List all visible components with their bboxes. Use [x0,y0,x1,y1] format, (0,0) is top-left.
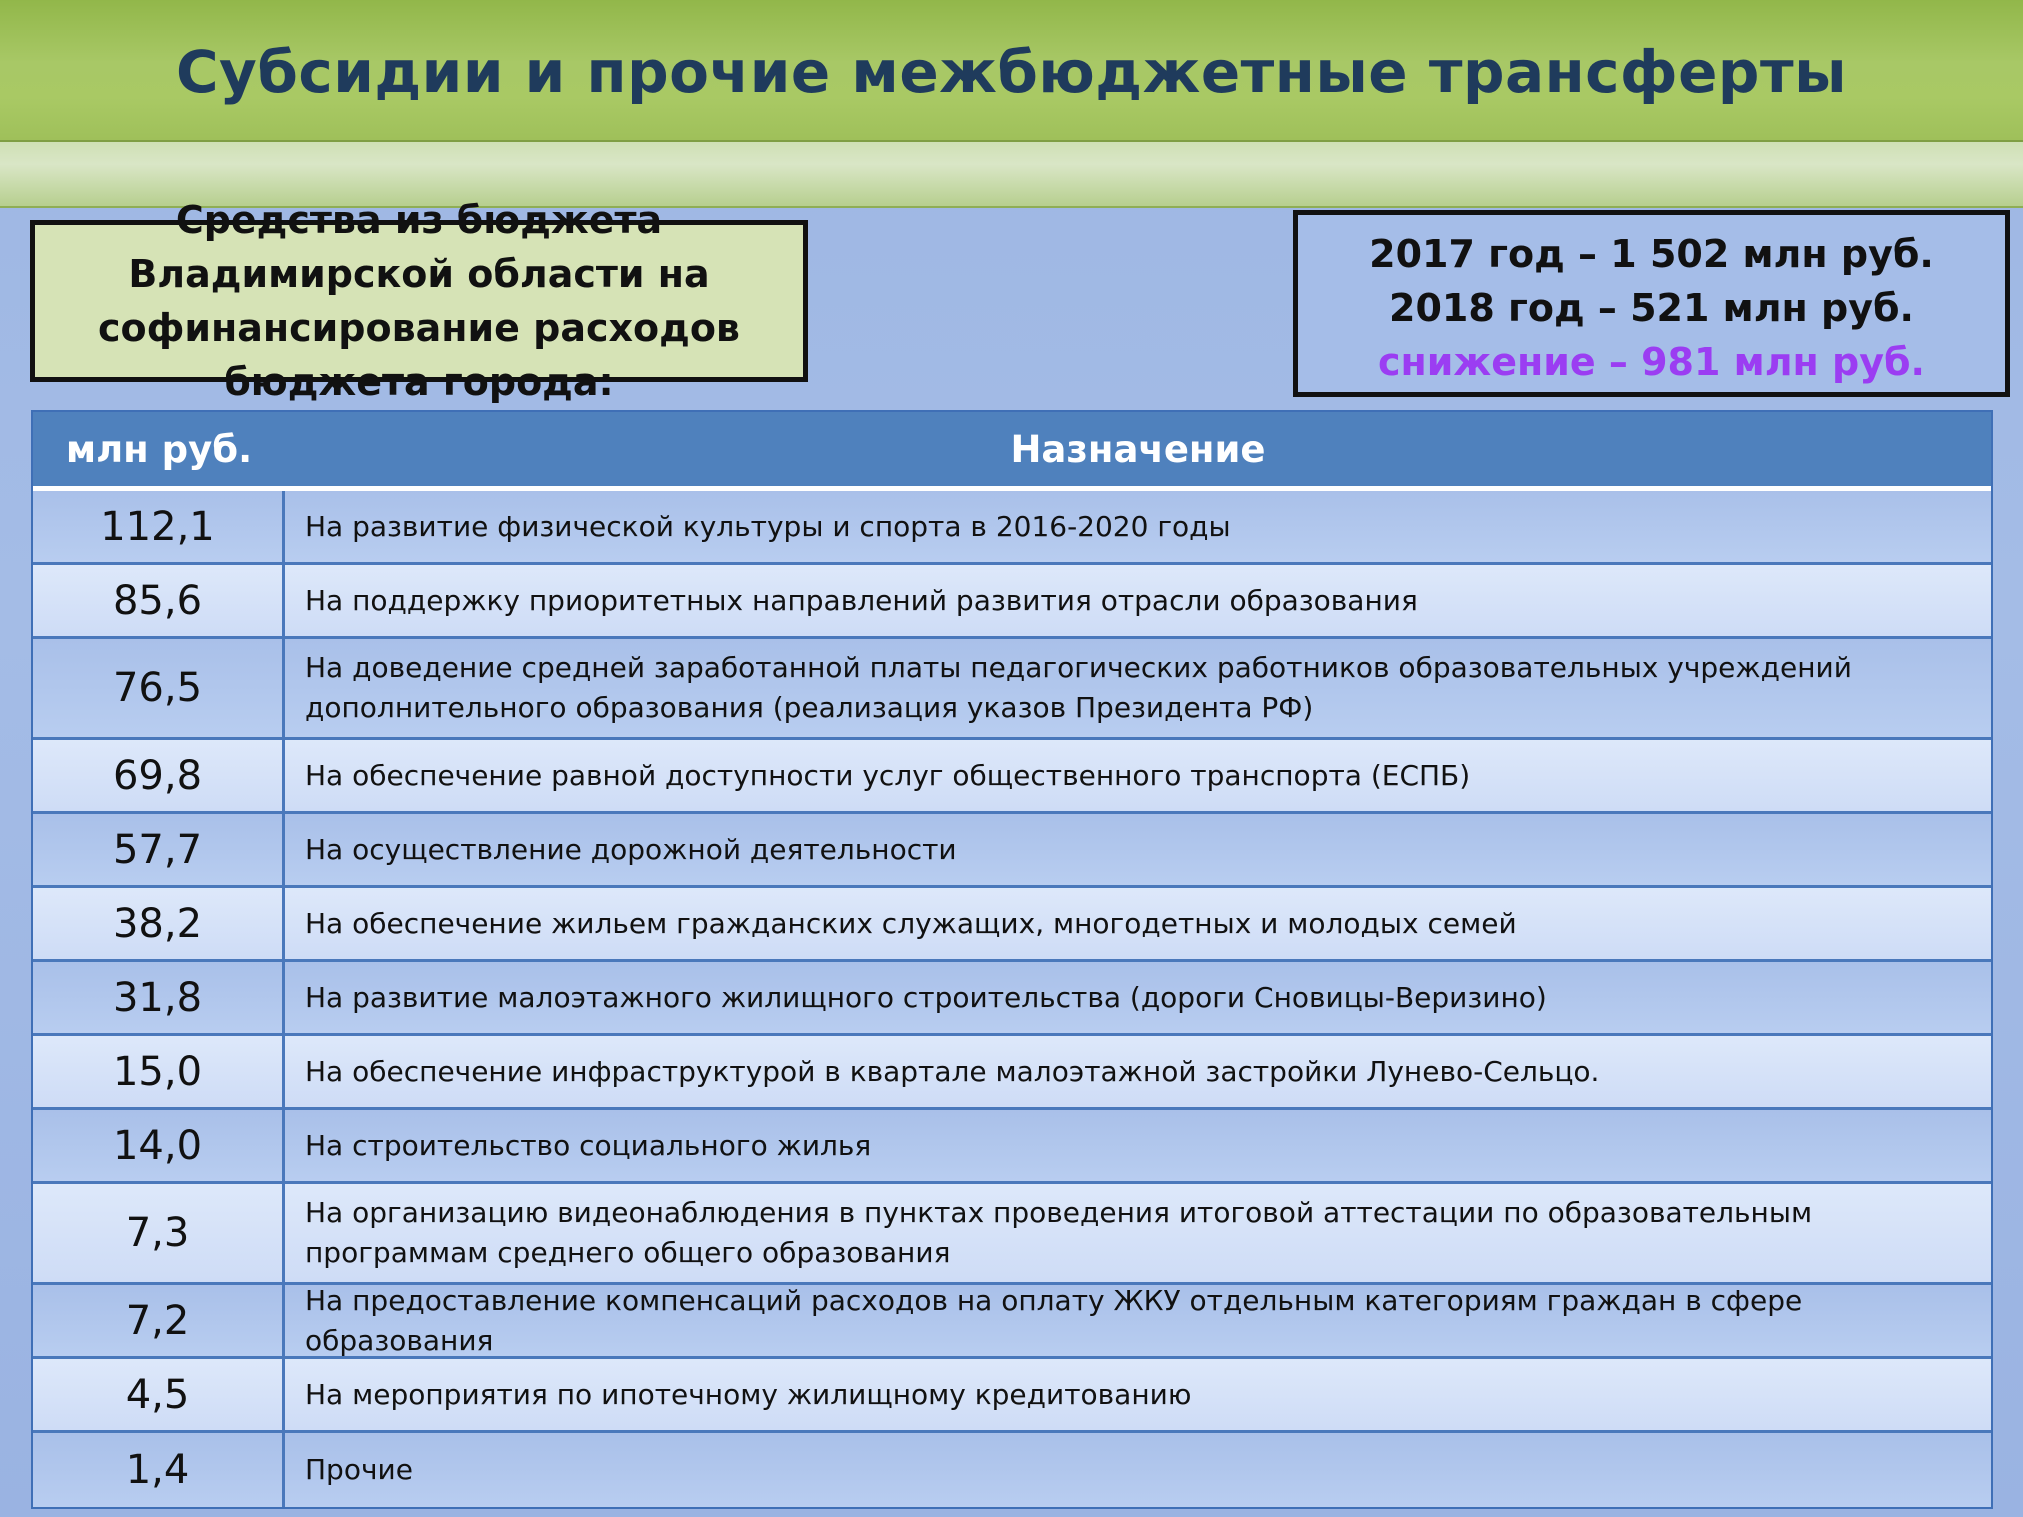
table-row [33,740,1991,814]
transfers-table [31,410,1993,1509]
table-row [33,565,1991,639]
column-header-purpose: Назначение [1010,427,1266,471]
table-row [33,639,1991,740]
summary-2017: 2017 год – 1 502 млн руб. [1369,232,1934,276]
amount-cell: 1,4 [33,1433,285,1507]
purpose-cell: На организацию видеонаблюдения в пунктах проведения итоговой аттестации по образовательным программам среднего общего образования [305,1196,1813,1269]
summary-2018: 2018 год – 521 млн руб. [1389,286,1914,330]
table-row [33,1285,1991,1359]
amount-cell: 4,5 [33,1359,285,1430]
amount-cell: 15,0 [33,1036,285,1107]
purpose-cell: Прочие [305,1453,413,1486]
purpose-cell: На развитие физической культуры и спорта в 2016-2020 годы [305,509,1231,543]
table-row [33,1433,1991,1507]
purpose-cell: На обеспечение жильем гражданских служащих, многодетных и молодых семей [305,906,1517,940]
funds-source-text: Средства из бюджета Владимирской области на софинансирование расходов бюджета города: [98,198,740,404]
amount-cell: 14,0 [33,1110,285,1181]
table-row [33,1184,1991,1285]
amount-cell: 85,6 [33,565,285,636]
title-bar [0,0,2023,142]
table-row [33,1359,1991,1433]
purpose-cell: На строительство социального жилья [305,1128,872,1162]
purpose-cell: На развитие малоэтажного жилищного строительства (дороги Сновицы-Веризино) [305,980,1547,1014]
funds-source-box [30,198,808,404]
amount-cell: 76,5 [33,639,285,737]
amount-cell: 7,3 [33,1184,285,1282]
table-row [33,888,1991,962]
amount-cell: 38,2 [33,888,285,959]
column-header-amount: млн руб. [65,427,253,471]
summary-decrease: снижение – 981 млн руб. [1378,340,1925,384]
purpose-cell: На обеспечение равной доступности услуг общественного транспорта (ЕСПБ) [305,758,1471,792]
amount-cell: 31,8 [33,962,285,1033]
amount-cell: 69,8 [33,740,285,811]
purpose-cell: На доведение средней заработанной платы педагогических работников образовательных учреждений дополнительного образования (реализация указов Президента РФ) [305,651,1852,724]
summary-box [1293,210,2010,397]
table-row [33,1036,1991,1110]
purpose-cell: На обеспечение инфраструктурой в квартале малоэтажной застройки Лунево-Сельцо. [305,1054,1600,1088]
amount-cell: 112,1 [33,491,285,562]
purpose-cell: На предоставление компенсаций расходов на оплату ЖКУ отдельным категориям граждан в сфере образования [305,1283,1803,1357]
purpose-cell: На мероприятия по ипотечному жилищному кредитованию [305,1377,1192,1411]
purpose-cell: На осуществление дорожной деятельности [305,832,957,866]
table-header [33,412,1991,491]
amount-cell: 7,2 [33,1285,285,1356]
table-row [33,962,1991,1036]
table-row [33,491,1991,565]
amount-cell: 57,7 [33,814,285,885]
purpose-cell: На поддержку приоритетных направлений развития отрасли образования [305,583,1418,617]
table-row [33,1110,1991,1184]
table-row [33,814,1991,888]
page-title: Субсидии и прочие межбюджетные трансферты [175,38,1848,106]
